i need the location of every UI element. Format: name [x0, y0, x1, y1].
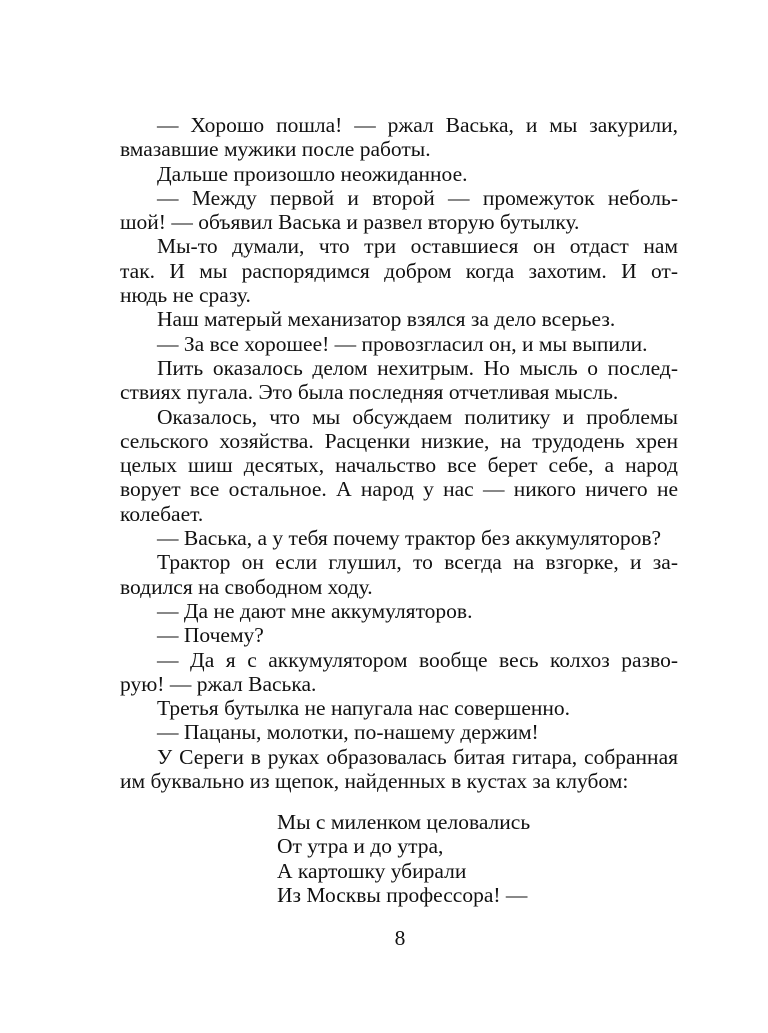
poem-line: Из Москвы профессора! — [277, 882, 528, 907]
text-line: — Пацаны, молотки, по-нашему держим! [157, 720, 539, 745]
text-line: сельского хозяйства. Расценки низкие, на трудодень хрен [120, 428, 678, 453]
text-line: Мы-то думали, что три оставшиеся он отдаст нам [157, 234, 678, 259]
poem-verse [277, 810, 530, 907]
poem-line: От утра и до утра, [277, 834, 444, 859]
text-line: целых шиш десятых, начальство все берет себе, а народ [120, 453, 678, 478]
text-line: Пить оказалось делом нехитрым. Но мысль о послед- [157, 355, 678, 380]
text-line: Третья бутылка не напугала нас совершенно. [157, 696, 571, 721]
text-line: шой! — объявил Васька и развел вторую бутылку. [120, 210, 580, 235]
text-line: — Между первой и второй — промежуток неболь- [157, 185, 678, 210]
text-line: ствиях пугала. Это была последняя отчетливая мысль. [120, 380, 619, 405]
text-line: нюдь не сразу. [120, 283, 251, 308]
text-line: Трактор он если глушил, то всегда на взгорке, и за- [157, 550, 678, 575]
text-line: так. И мы распорядимся добром когда захотим. И от- [120, 258, 678, 283]
poem-line: А картошку убирали [277, 858, 467, 883]
text-line: — Васька, а у тебя почему трактор без аккумуляторов? [157, 526, 662, 551]
text-line: — Почему? [157, 623, 264, 648]
text-line: ворует все остальное. А народ у нас — никого ничего не [120, 477, 678, 502]
text-line: Наш матерый механизатор взялся за дело всерьез. [157, 307, 616, 332]
text-line: водился на свободном ходу. [120, 574, 373, 599]
text-line: — Да не дают мне аккумуляторов. [157, 598, 473, 623]
text-line: У Сереги в руках образовалась битая гитара, собранная [157, 744, 678, 769]
text-line: — За все хорошее! — провозгласил он, и мы выпили. [157, 331, 648, 356]
prose-body [120, 113, 678, 793]
poem-line: Мы с миленком целовались [277, 810, 531, 834]
text-line: рую! — ржал Васька. [120, 671, 317, 696]
text-line: колебает. [120, 501, 204, 526]
text-line: вмазавшие мужики после работы. [120, 137, 431, 162]
text-line: — Хорошо пошла! — ржал Васька, и мы закурили, [157, 113, 678, 137]
text-line: Оказалось, что мы обсуждаем политику и проблемы [157, 404, 678, 429]
text-line: Дальше произошло неожиданное. [157, 161, 468, 186]
text-line: — Да я с аккумулятором вообще весь колхоз разво- [157, 647, 678, 672]
page-number: 8 [394, 926, 406, 950]
text-line: им буквально из щепок, найденных в кустах за клубом: [120, 769, 629, 794]
